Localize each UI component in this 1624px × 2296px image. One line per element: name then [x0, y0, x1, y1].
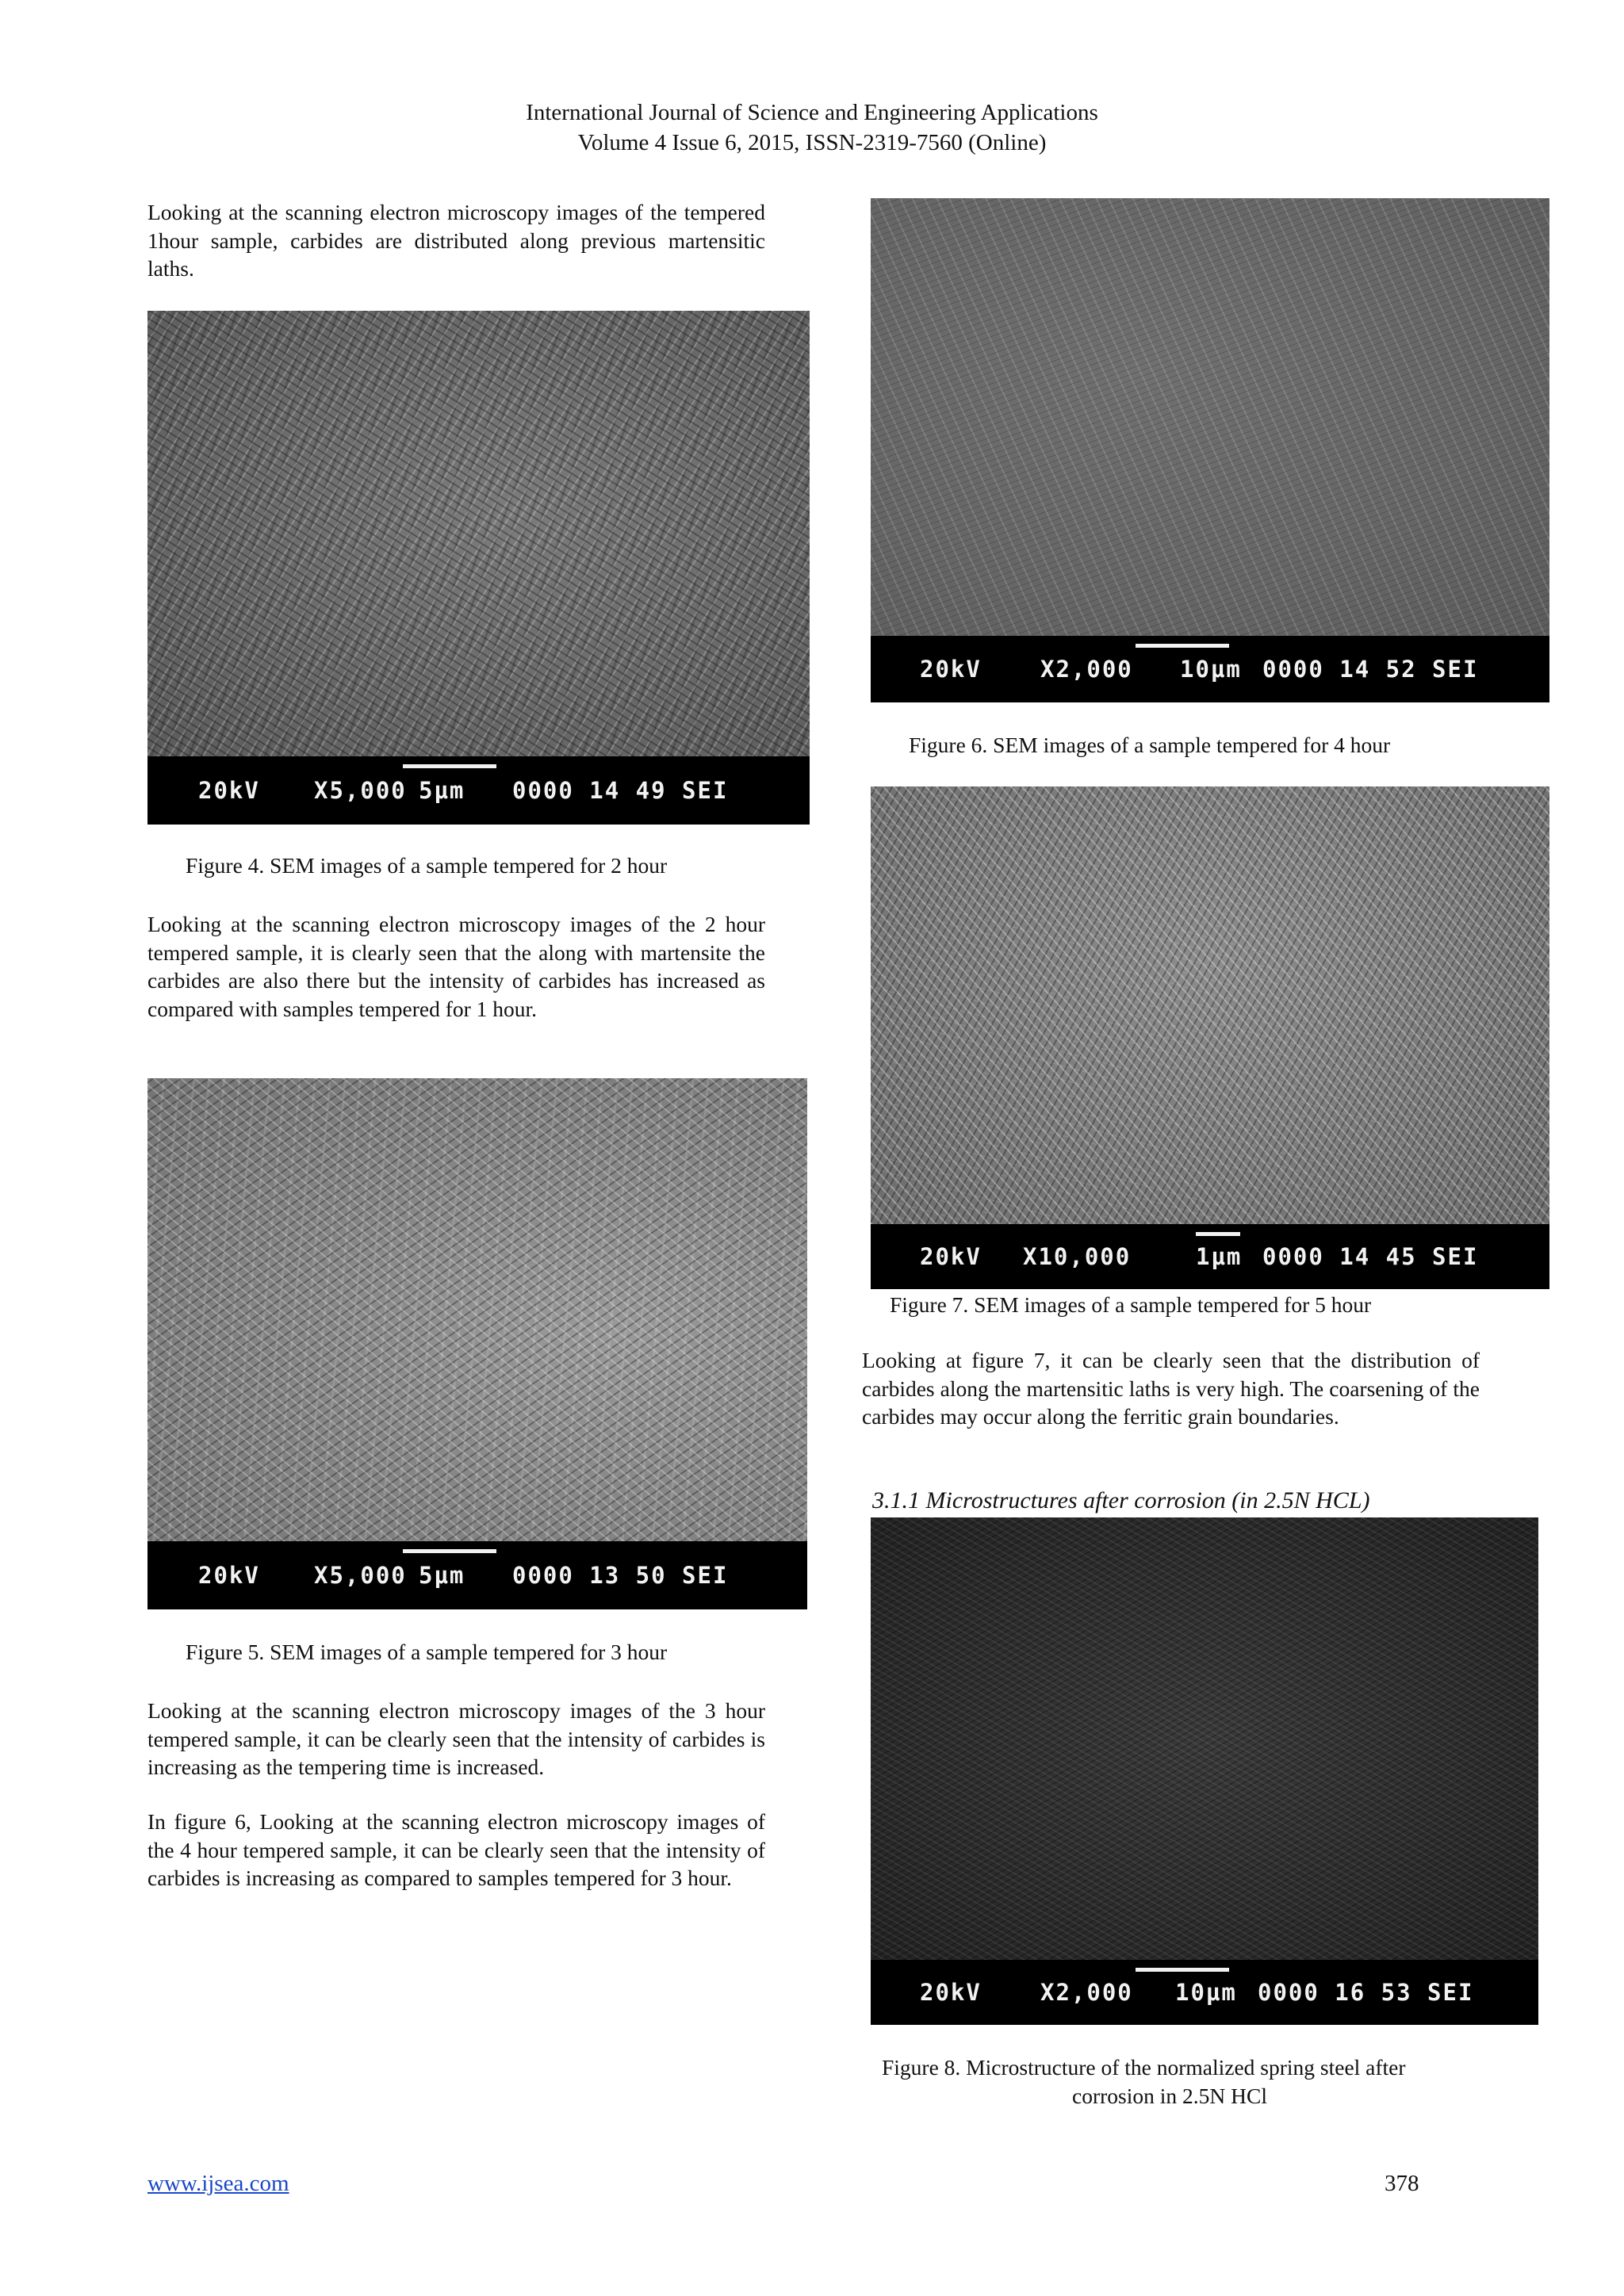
journal-volume: Volume 4 Issue 6, 2015, ISSN-2319-7560 (Online): [577, 130, 1047, 155]
sem-micrograph: [147, 311, 810, 756]
sem-magnification: X5,000: [314, 777, 407, 804]
scale-bar: [1196, 1232, 1240, 1236]
sem-magnification: X2,000: [1040, 656, 1133, 683]
sem-code: 0000 13 50 SEI: [512, 1562, 729, 1589]
figure-7-caption: Figure 7. SEM images of a sample tempered for 5 hour: [890, 1292, 1372, 1317]
sem-scale: 1µm: [1196, 1243, 1243, 1270]
page-number: 378: [1385, 2171, 1419, 2196]
figure-8-caption-line2: corrosion in 2.5N HCl: [1072, 2084, 1267, 2108]
sem-image-figure-4: [147, 311, 810, 825]
sem-voltage: 20kV: [920, 656, 982, 683]
section-heading-corrosion: 3.1.1 Microstructures after corrosion (in 2.5N HCL): [872, 1487, 1370, 1513]
sem-code: 0000 14 45 SEI: [1262, 1243, 1479, 1270]
sem-micrograph: [871, 198, 1549, 636]
scale-bar: [1136, 1968, 1229, 1972]
sem-scale: 5µm: [419, 1562, 465, 1589]
paragraph-4hour-tempered: In figure 6, Looking at the scanning electron microscopy images of the 4 hour tempered sample, it can be clearly seen that the intensity of carbides is increasing as compared to samples tempered for 3 hour.: [147, 1809, 765, 1890]
sem-image-figure-5: [147, 1078, 807, 1609]
sem-code: 0000 14 52 SEI: [1262, 656, 1479, 683]
sem-scale: 10µm: [1175, 1979, 1237, 2006]
sem-voltage: 20kV: [920, 1243, 982, 1270]
sem-info-bar: [147, 756, 810, 825]
sem-micrograph: [871, 786, 1549, 1224]
figure-5-caption: Figure 5. SEM images of a sample tempered for 3 hour: [186, 1640, 668, 1664]
paragraph-2hour-tempered: Looking at the scanning electron microscopy images of the 2 hour tempered sample, it is clearly seen that the along with martensite the carbides are also there but the intensity of carbides has increased as compared with samples tempered for 1 hour.: [147, 912, 765, 1021]
paragraph-3hour-tempered: Looking at the scanning electron microscopy images of the 3 hour tempered sample, it can be clearly seen that the intensity of carbides is increasing as the tempering time is increased.: [147, 1698, 765, 1779]
sem-micrograph: [147, 1078, 807, 1541]
sem-image-figure-8: [871, 1517, 1538, 2025]
sem-voltage: 20kV: [198, 1562, 260, 1589]
sem-image-figure-7: [871, 786, 1549, 1289]
sem-info-bar: [871, 1960, 1538, 2025]
figure-4-caption: Figure 4. SEM images of a sample tempered for 2 hour: [186, 853, 668, 878]
sem-scale: 5µm: [419, 777, 465, 804]
scale-bar: [403, 764, 496, 768]
figure-8-caption-line1: Figure 8. Microstructure of the normalized spring steel after: [882, 2055, 1406, 2080]
sem-voltage: 20kV: [198, 777, 260, 804]
sem-micrograph: [871, 1517, 1538, 1960]
scale-bar: [1136, 644, 1229, 648]
sem-voltage: 20kV: [920, 1979, 982, 2006]
sem-info-bar: [871, 636, 1549, 702]
sem-magnification: X10,000: [1023, 1243, 1132, 1270]
sem-magnification: X2,000: [1040, 1979, 1133, 2006]
journal-title: International Journal of Science and Engineering Applications: [526, 100, 1098, 125]
sem-info-bar: [871, 1224, 1549, 1289]
sem-scale: 10µm: [1180, 656, 1242, 683]
paragraph-figure-7-discussion: Looking at figure 7, it can be clearly seen that the distribution of carbides along the martensitic laths is very high. The coarsening of the carbides may occur along the ferritic grain boundaries.: [862, 1348, 1480, 1429]
journal-website-link[interactable]: www.ijsea.com: [147, 2171, 289, 2196]
sem-magnification: X5,000: [314, 1562, 407, 1589]
figure-6-caption: Figure 6. SEM images of a sample tempered for 4 hour: [909, 733, 1391, 757]
sem-code: 0000 14 49 SEI: [512, 777, 729, 804]
scale-bar: [403, 1549, 496, 1553]
sem-info-bar: [147, 1541, 807, 1609]
sem-code: 0000 16 53 SEI: [1258, 1979, 1474, 2006]
sem-image-figure-6: [871, 198, 1549, 702]
paragraph-1hour-tempered: Looking at the scanning electron microscopy images of the tempered 1hour sample, carbides are distributed along previous martensitic laths.: [147, 200, 765, 281]
